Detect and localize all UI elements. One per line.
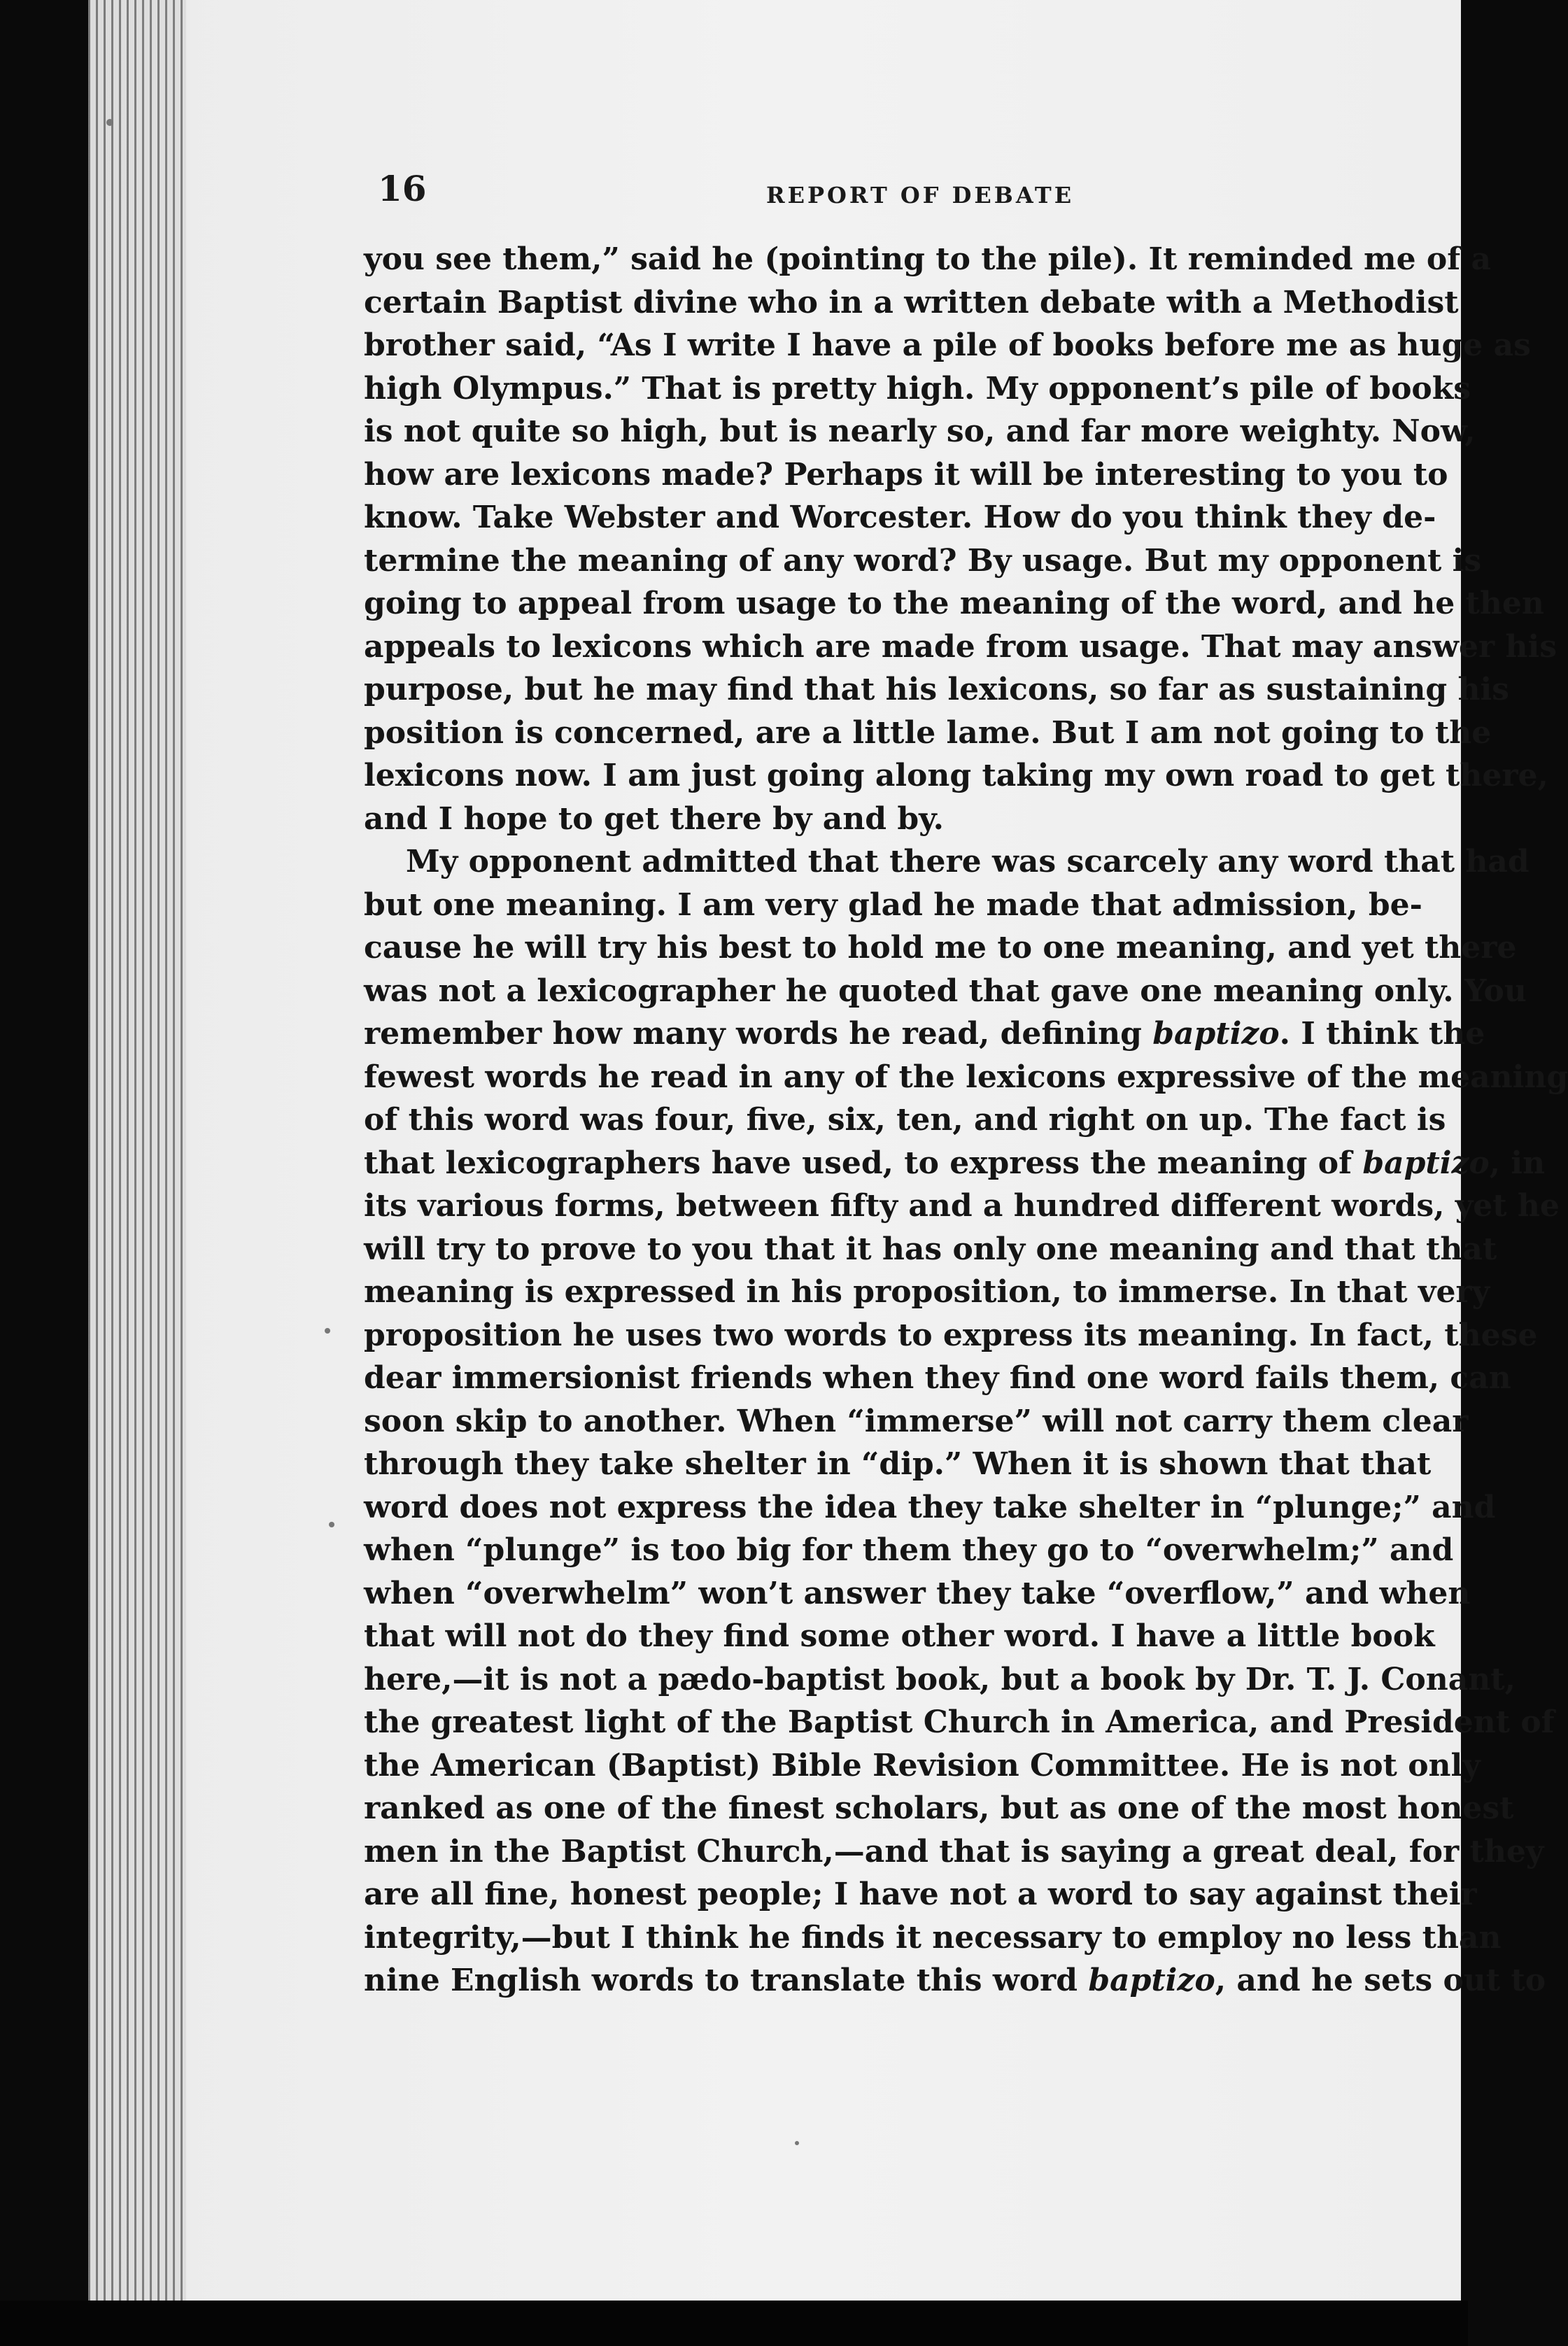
text-line: appeals to lexicons which are made from usage. That may answer his <box>364 628 1557 665</box>
text-line: the greatest light of the Baptist Church in America, and President of <box>364 1704 1555 1740</box>
text-line: the American (Baptist) Bible Revision Committee. He is not only <box>364 1747 1481 1783</box>
text-line-composite <box>364 1142 1546 1185</box>
text-line: its various forms, between fifty and a hundred different words, yet he <box>364 1188 1560 1224</box>
body-text <box>364 238 1568 2002</box>
text-line: here,—it is not a pædo-baptist book, but a book by Dr. T. J. Conant, <box>364 1661 1516 1697</box>
text-line: through they take shelter in “dip.” When it is shown that that <box>364 1446 1432 1482</box>
text-line: word does not express the idea they take shelter in “plunge;” and <box>364 1489 1496 1525</box>
page-header <box>294 168 1413 217</box>
paper-speck <box>106 119 113 126</box>
text-line: going to appeal from usage to the meaning of the word, and he then <box>364 586 1544 621</box>
italic-term: baptizo <box>1362 1145 1490 1181</box>
running-title: REPORT OF DEBATE <box>766 182 1075 209</box>
text-line: integrity,—but I think he finds it necessary to employ no less than <box>364 1919 1502 1956</box>
text-line: when “overwhelm” won’t answer they take “overflow,” and when <box>364 1575 1471 1611</box>
text-line: that will not do they find some other word. I have a little book <box>364 1618 1435 1654</box>
line-segment: , <box>1215 1963 1237 1998</box>
text-line: certain Baptist divine who in a written debate with a Methodist <box>364 284 1459 320</box>
page-edges-decoration <box>88 0 186 2346</box>
text-line: is not quite so high, but is nearly so, and far more weighty. Now, <box>364 414 1476 449</box>
text-line: but one meaning. I am very glad he made that admission, be- <box>364 886 1422 923</box>
text-line: position is concerned, are a little lame. But I am not going to the <box>364 714 1492 751</box>
text-line: ranked as one of the finest scholars, but as one of the most honest <box>364 1790 1514 1826</box>
text-line-composite <box>364 1959 1546 2002</box>
line-segment: and he sets out to <box>1236 1963 1546 1998</box>
scan-border <box>0 2301 1468 2346</box>
paper-speck <box>325 1328 330 1334</box>
text-line: meaning is expressed in his proposition, to immerse. In that very <box>364 1274 1490 1310</box>
text-line: how are lexicons made? Perhaps it will be interesting to you to <box>364 456 1448 493</box>
line-segment: , in <box>1489 1145 1546 1181</box>
text-line: fewest words he read in any of the lexicons expressive of the meaning <box>364 1059 1568 1095</box>
text-line: know. Take Webster and Worcester. How do you think they de- <box>364 500 1436 535</box>
text-line: purpose, but he may find that his lexicons, so far as sustaining his <box>364 672 1509 707</box>
page-number: 16 <box>378 168 427 209</box>
paper-speck <box>329 1522 334 1527</box>
text-line: termine the meaning of any word? By usage. But my opponent is <box>364 542 1482 579</box>
text-line-composite <box>364 1012 1485 1056</box>
text-line: proposition he uses two words to express its meaning. In fact, these <box>364 1317 1538 1353</box>
line-segment: . I think the <box>1279 1016 1485 1052</box>
text-line: cause he will try his best to hold me to one meaning, and yet there <box>364 930 1517 966</box>
text-line: lexicons now. I am just going along taking my own road to get there, <box>364 758 1548 793</box>
italic-term: baptizo <box>1152 1016 1280 1052</box>
text-line: brother said, “As I write I have a pile of books before me as huge as <box>364 327 1531 363</box>
text-line: high Olympus.” That is pretty high. My opponent’s pile of books <box>364 370 1471 407</box>
text-line: dear immersionist friends when they find one word fails them, can <box>364 1360 1511 1396</box>
paper-speck <box>795 2141 799 2145</box>
line-segment: remember how many words he read, defining <box>364 1016 1153 1052</box>
line-segment: that lexicographers have used, to express the meaning of <box>364 1145 1363 1181</box>
text-line: will try to prove to you that it has only one meaning and that that <box>364 1231 1497 1267</box>
text-line: you see them,” said he (pointing to the pile). It reminded me of a <box>364 241 1491 277</box>
text-line: My opponent admitted that there was scarcely any word that had <box>406 844 1530 879</box>
italic-term: baptizo <box>1088 1963 1215 1998</box>
text-line: of this word was four, five, six, ten, and right on up. The fact is <box>364 1102 1446 1138</box>
line-segment: nine English words to translate this word <box>364 1963 1089 1998</box>
text-line: and I hope to get there by and by. <box>364 800 944 837</box>
text-line: when “plunge” is too big for them they go to “overwhelm;” and <box>364 1532 1454 1568</box>
text-line: are all fine, honest people; I have not a word to say against their <box>364 1877 1477 1912</box>
text-line: soon skip to another. When “immerse” will not carry them clear <box>364 1403 1469 1439</box>
text-line: men in the Baptist Church,—and that is saying a great deal, for they <box>364 1833 1544 1870</box>
text-line: was not a lexicographer he quoted that gave one meaning only. You <box>364 973 1527 1009</box>
